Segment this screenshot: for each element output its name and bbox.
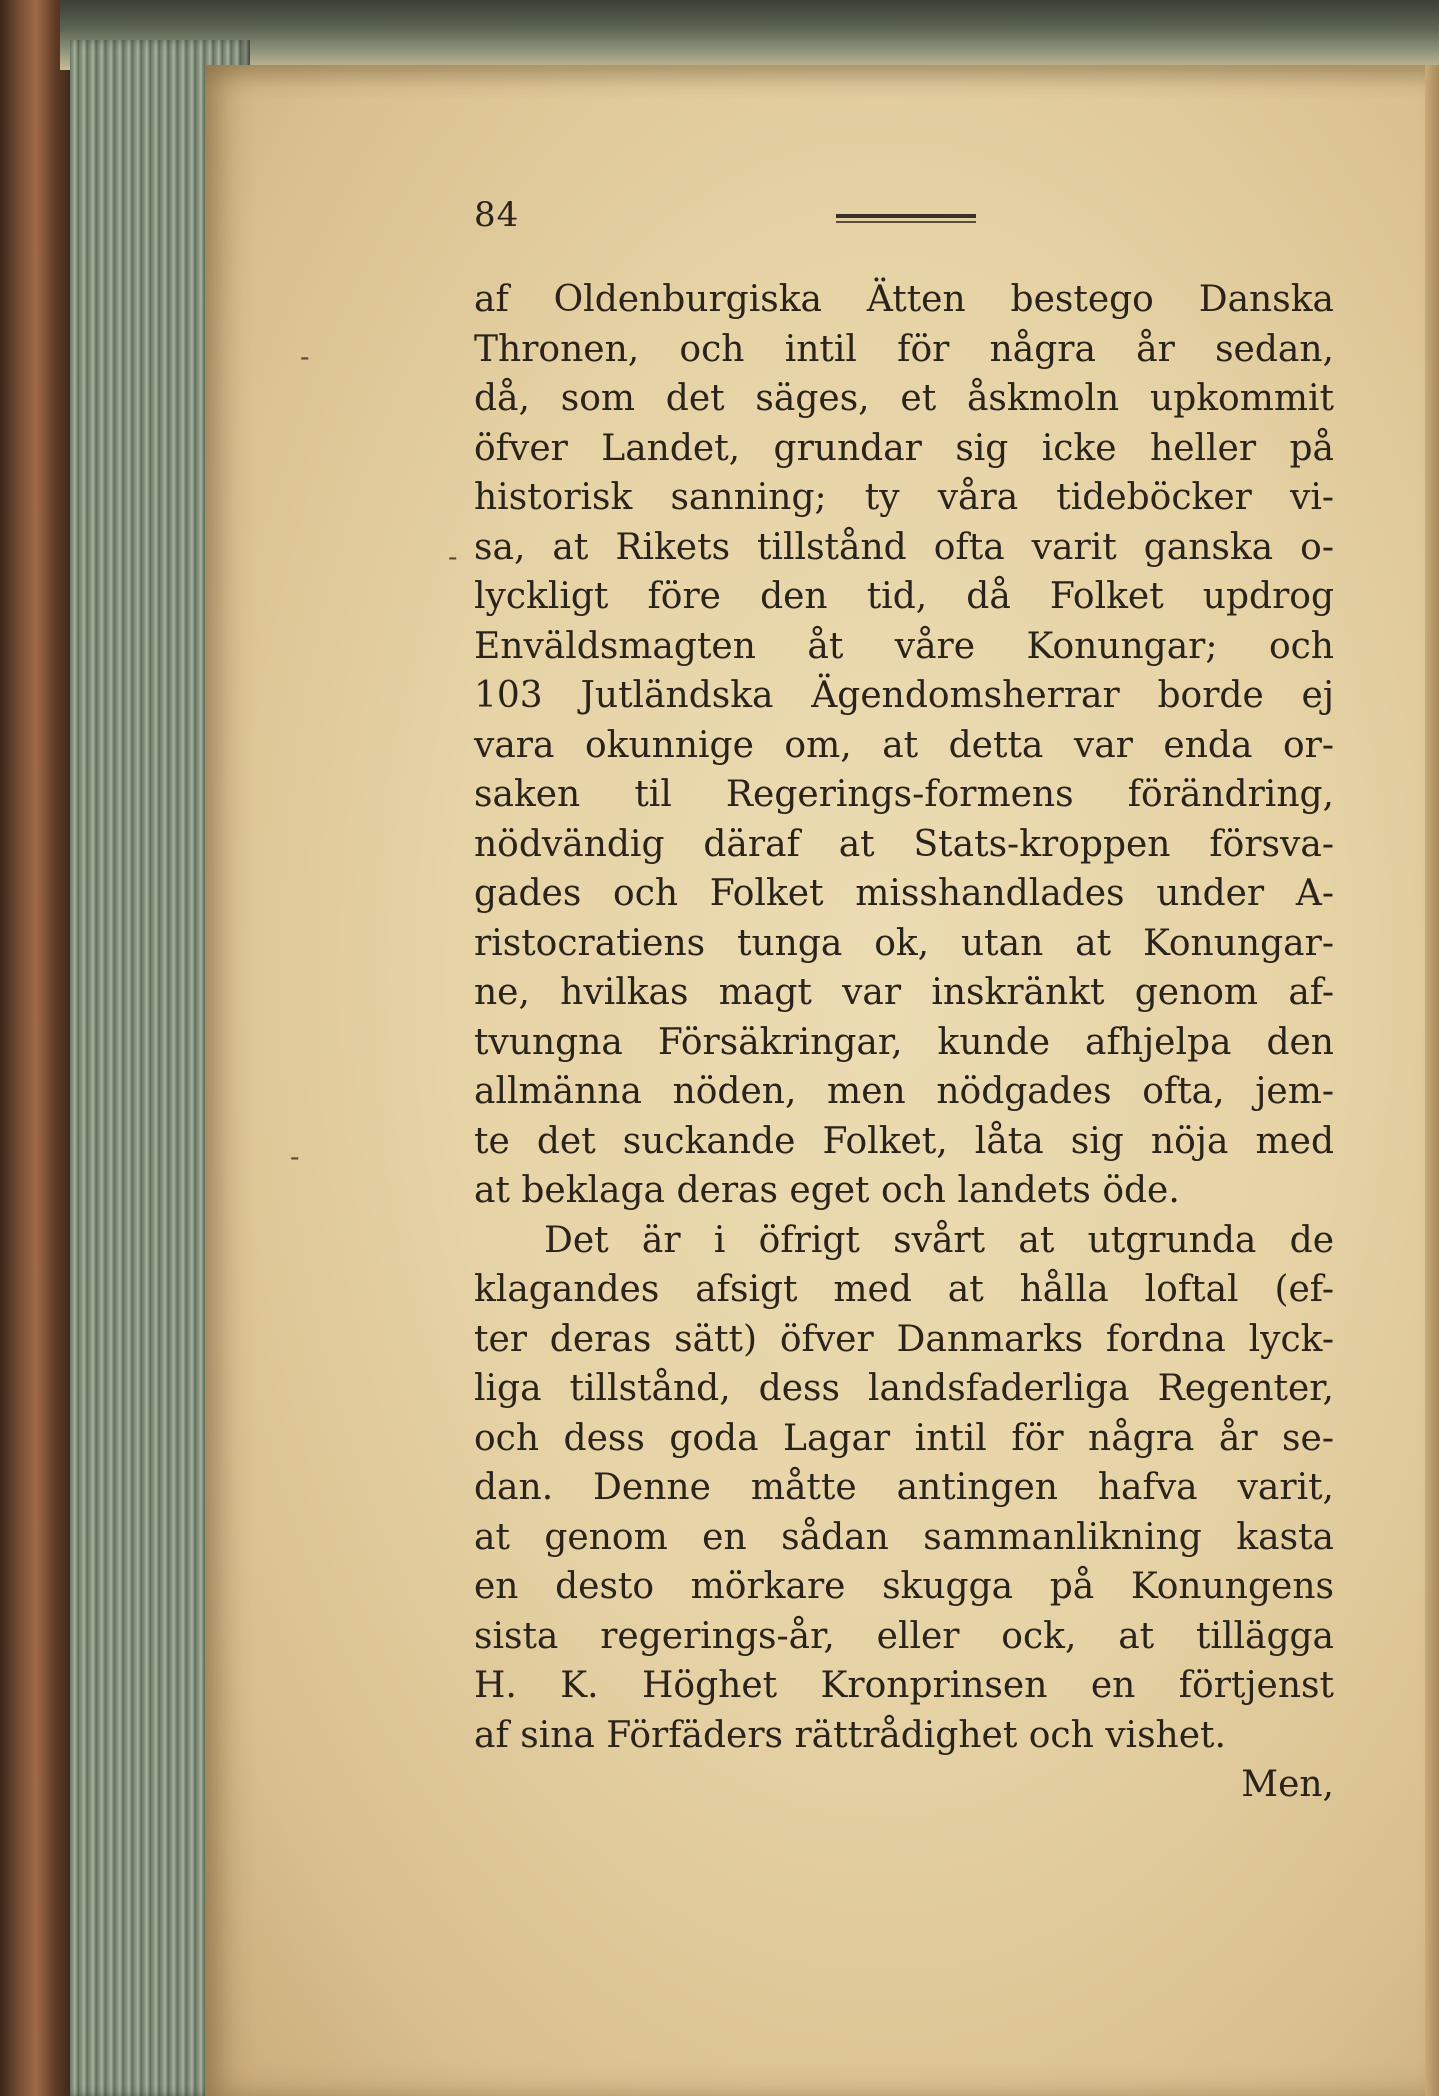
text-line: allmänna nöden, men nödgades ofta, jem- xyxy=(474,1071,1334,1112)
text-line: och dess goda Lagar intil för några år se- xyxy=(474,1417,1334,1459)
text-line: nödvändig däraf at Stats-kroppen försva- xyxy=(474,823,1334,865)
text-line: historisk sanning; ty våra tideböcker vi- xyxy=(474,477,1334,518)
text-line: tvungna Försäkringar, kunde afhjelpa den xyxy=(474,1021,1334,1063)
text-line: en desto mörkare skugga på Konungens xyxy=(474,1566,1334,1607)
text-line: ne, hvilkas magt var inskränkt genom af- xyxy=(474,972,1334,1013)
text-line: då, som det säges, et åskmoln upkommit xyxy=(474,378,1334,419)
text-line: af Oldenburgiska Ätten bestego Danska xyxy=(474,279,1334,320)
text-line: Enväldsmagten åt våre Konungar; och xyxy=(474,625,1334,667)
text-line: ter deras sätt) öfver Danmarks fordna lyck- xyxy=(474,1318,1334,1360)
text-line: liga tillstånd, dess landsfaderliga Regenter, xyxy=(474,1368,1334,1409)
text-line: klagandes afsigt med at hålla loftal (ef- xyxy=(474,1269,1334,1310)
page-right-edge xyxy=(1425,65,1439,2096)
margin-tick: - xyxy=(300,340,310,373)
text-line: sa, at Rikets tillstånd ofta varit ganska o- xyxy=(474,526,1334,568)
margin-tick: - xyxy=(448,540,458,573)
text-line: öfver Landet, grundar sig icke heller på xyxy=(474,427,1334,469)
book-top-edge xyxy=(60,0,1439,70)
text-line: Thronen, och intil för några år sedan, xyxy=(474,328,1334,370)
text-line: dan. Denne måtte antingen hafva varit, xyxy=(474,1467,1334,1508)
text-line: Det är i öfrigt svårt at utgrunda de xyxy=(544,1219,1334,1261)
page-number: 84 xyxy=(474,195,520,235)
book-cover-edge xyxy=(0,0,80,2096)
text-line: ristocratiens tunga ok, utan at Konungar- xyxy=(474,922,1334,964)
text-line: saken til Regerings-formens förändring, xyxy=(474,774,1334,815)
text-line: sista regerings-år, eller ock, at tillägga xyxy=(474,1615,1334,1657)
text-line: at beklaga deras eget och landets öde. xyxy=(474,1170,1180,1211)
text-line: gades och Folket misshandlades under A- xyxy=(474,873,1334,914)
text-line: 103 Jutländska Ägendomsherrar borde ej xyxy=(474,675,1334,716)
text-line: H. K. Höghet Kronprinsen en förtjenst xyxy=(474,1665,1334,1706)
body-text xyxy=(474,275,1334,1810)
header-ornament-rule xyxy=(836,214,976,224)
text-line: te det suckande Folket, låta sig nöja med xyxy=(474,1120,1334,1162)
text-line: at genom en sådan sammanlikning kasta xyxy=(474,1516,1334,1558)
catchword: Men, xyxy=(1241,1764,1334,1805)
text-line: vara okunnige om, at detta var enda or- xyxy=(474,724,1334,766)
margin-tick: - xyxy=(290,1140,300,1173)
text-line: lyckligt före den tid, då Folket updrog xyxy=(474,576,1334,617)
text-line: af sina Förfäders rättrådighet och vishet. xyxy=(474,1714,1226,1756)
